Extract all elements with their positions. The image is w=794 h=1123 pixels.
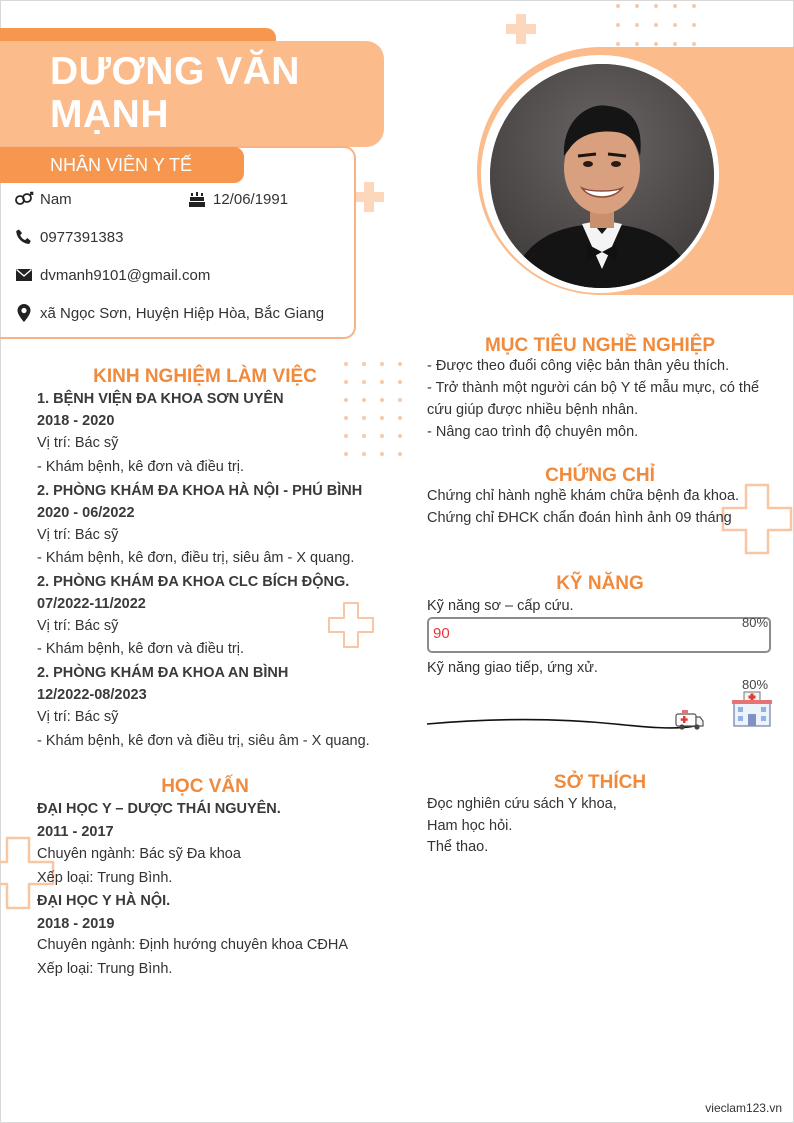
edu-2-period: 2018 - 2019 [37, 916, 115, 932]
decorative-dot [344, 416, 348, 420]
decorative-dot [635, 23, 639, 27]
edu-2-major: Chuyên ngành: Định hướng chuyên khoa CĐHA [37, 937, 349, 953]
skill-2-percent: 80% [742, 677, 769, 692]
decorative-dot [344, 398, 348, 402]
decorative-dot [380, 398, 384, 402]
footer-site-link[interactable]: vieclam123.vn [705, 1101, 782, 1115]
address-value: xã Ngọc Sơn, Huyện Hiệp Hòa, Bắc Giang [40, 304, 325, 322]
edu-2-school: ĐẠI HỌC Y HÀ NỘI. [37, 893, 171, 909]
exp-1-position: Vị trí: Bác sỹ [37, 435, 119, 451]
decorative-dot [362, 434, 366, 438]
certificate-1: Chứng chỉ hành nghề khám chữa bệnh đa khoa. [427, 488, 740, 504]
skill-1-name: Kỹ năng sơ – cấp cứu. [427, 598, 574, 614]
decorative-dot [654, 4, 658, 8]
decorative-dot [380, 452, 384, 456]
exp-1-desc: - Khám bệnh, kê đơn và điều trị. [37, 459, 244, 475]
exp-4-period: 12/2022-08/2023 [37, 687, 147, 703]
objective-line-1: - Được theo đuổi công việc bản thân yêu thích. [427, 358, 730, 374]
skill-1-value: 90 [433, 625, 450, 642]
decorative-dot [398, 452, 402, 456]
profile-photo [490, 64, 714, 288]
decorative-dot [673, 42, 677, 46]
decorative-dot [380, 362, 384, 366]
plus-decoration-top [504, 12, 538, 46]
location-icon [14, 303, 34, 323]
decorative-dot [344, 452, 348, 456]
decorative-dot [344, 434, 348, 438]
exp-3-period: 07/2022-11/2022 [37, 596, 146, 612]
phone-icon [14, 227, 34, 247]
decorative-dot [616, 42, 620, 46]
edu-2-rank: Xếp loại: Trung Bình. [37, 961, 173, 977]
edu-1-period: 2011 - 2017 [37, 824, 114, 840]
decorative-dot [380, 434, 384, 438]
education-heading: HỌC VẤN [161, 776, 249, 797]
mail-icon [14, 265, 34, 285]
gender-value: Nam [40, 190, 72, 208]
decorative-dot [654, 23, 658, 27]
objective-line-4: - Nâng cao trình độ chuyên môn. [427, 424, 639, 440]
exp-2-org: 2. PHÒNG KHÁM ĐA KHOA HÀ NỘI - PHÚ BÌNH [37, 483, 363, 499]
decorative-dot [673, 23, 677, 27]
address-row [14, 303, 324, 323]
email-value[interactable]: dvmanh9101@gmail.com [40, 266, 211, 284]
decorative-dot [380, 416, 384, 420]
edu-1-school: ĐẠI HỌC Y – DƯỢC THÁI NGUYÊN. [37, 801, 281, 817]
decorative-dot [398, 380, 402, 384]
exp-1-org: 1. BỆNH VIỆN ĐA KHOA SƠN UYÊN [37, 391, 284, 407]
decorative-dot [398, 416, 402, 420]
decorative-dot [398, 362, 402, 366]
exp-3-position: Vị trí: Bác sỹ [37, 618, 119, 634]
exp-2-position: Vị trí: Bác sỹ [37, 527, 119, 543]
decorative-dot [673, 4, 677, 8]
decorative-dot [398, 434, 402, 438]
objective-line-2: - Trở thành một người cán bộ Y tế mẫu mực, có thể [427, 380, 760, 396]
decorative-dot [362, 380, 366, 384]
decorative-dot [362, 398, 366, 402]
ambulance-icon [674, 708, 704, 732]
hospital-icon [730, 690, 774, 728]
skill-1-percent: 80% [742, 615, 769, 630]
hobby-3: Thể thao. [427, 839, 489, 855]
exp-2-desc: - Khám bệnh, kê đơn, điều trị, siêu âm - X quang. [37, 550, 355, 566]
candidate-name: DƯƠNG VĂN MẠNH [50, 50, 300, 136]
skills-heading: KỸ NĂNG [556, 573, 644, 594]
decorative-dot [635, 4, 639, 8]
exp-1-period: 2018 - 2020 [37, 413, 115, 429]
exp-4-position: Vị trí: Bác sỹ [37, 709, 119, 725]
decorative-dot [654, 42, 658, 46]
objective-heading: MỤC TIÊU NGHỀ NGHIỆP [484, 335, 716, 356]
skill-1-input[interactable] [427, 617, 771, 653]
objective-line-3: cứu giúp được nhiều bệnh nhân. [427, 402, 639, 418]
hobby-2: Ham học hỏi. [427, 818, 513, 834]
decorative-dot [362, 362, 366, 366]
experience-heading: KINH NGHIỆM LÀM VIỆC [93, 366, 317, 387]
decorative-dot [635, 42, 639, 46]
certificates-heading: CHỨNG CHỈ [545, 465, 655, 486]
hobby-1: Đọc nghiên cứu sách Y khoa, [427, 796, 617, 812]
plus-decoration-info [352, 180, 386, 214]
exp-2-period: 2020 - 06/2022 [37, 505, 135, 521]
decorative-dot [380, 380, 384, 384]
job-title: NHÂN VIÊN Y TẾ [50, 155, 193, 175]
skill-2-name: Kỹ năng giao tiếp, ứng xử. [427, 660, 598, 676]
edu-1-major: Chuyên ngành: Bác sỹ Đa khoa [37, 846, 241, 862]
birthdate-row [187, 189, 288, 209]
certificate-2: Chứng chỉ ĐHCK chẩn đoán hình ảnh 09 tháng [427, 510, 732, 526]
phone-value[interactable]: 0977391383 [40, 228, 124, 246]
decorative-dot [362, 416, 366, 420]
plus-outline-middle [326, 600, 376, 650]
decorative-dot [362, 452, 366, 456]
edu-1-rank: Xếp loại: Trung Bình. [37, 870, 173, 886]
exp-3-desc: - Khám bệnh, kê đơn và điều trị. [37, 641, 244, 657]
gender-row [14, 189, 72, 209]
hobbies-heading: SỞ THÍCH [553, 772, 647, 793]
decorative-dot [616, 4, 620, 8]
decorative-dot [692, 4, 696, 8]
email-row [14, 265, 210, 285]
exp-4-org: 2. PHÒNG KHÁM ĐA KHOA AN BÌNH [37, 665, 289, 681]
phone-row [14, 227, 123, 247]
decorative-dot [692, 23, 696, 27]
decorative-dot [692, 42, 696, 46]
exp-3-org: 2. PHÒNG KHÁM ĐA KHOA CLC BÍCH ĐỘNG. [37, 574, 350, 590]
cake-icon [187, 189, 207, 209]
gender-icon [14, 189, 34, 209]
decorative-dot [616, 23, 620, 27]
exp-4-desc: - Khám bệnh, kê đơn và điều trị, siêu âm - X quang. [37, 733, 370, 749]
birthdate-value: 12/06/1991 [213, 190, 289, 208]
decorative-dot [398, 398, 402, 402]
